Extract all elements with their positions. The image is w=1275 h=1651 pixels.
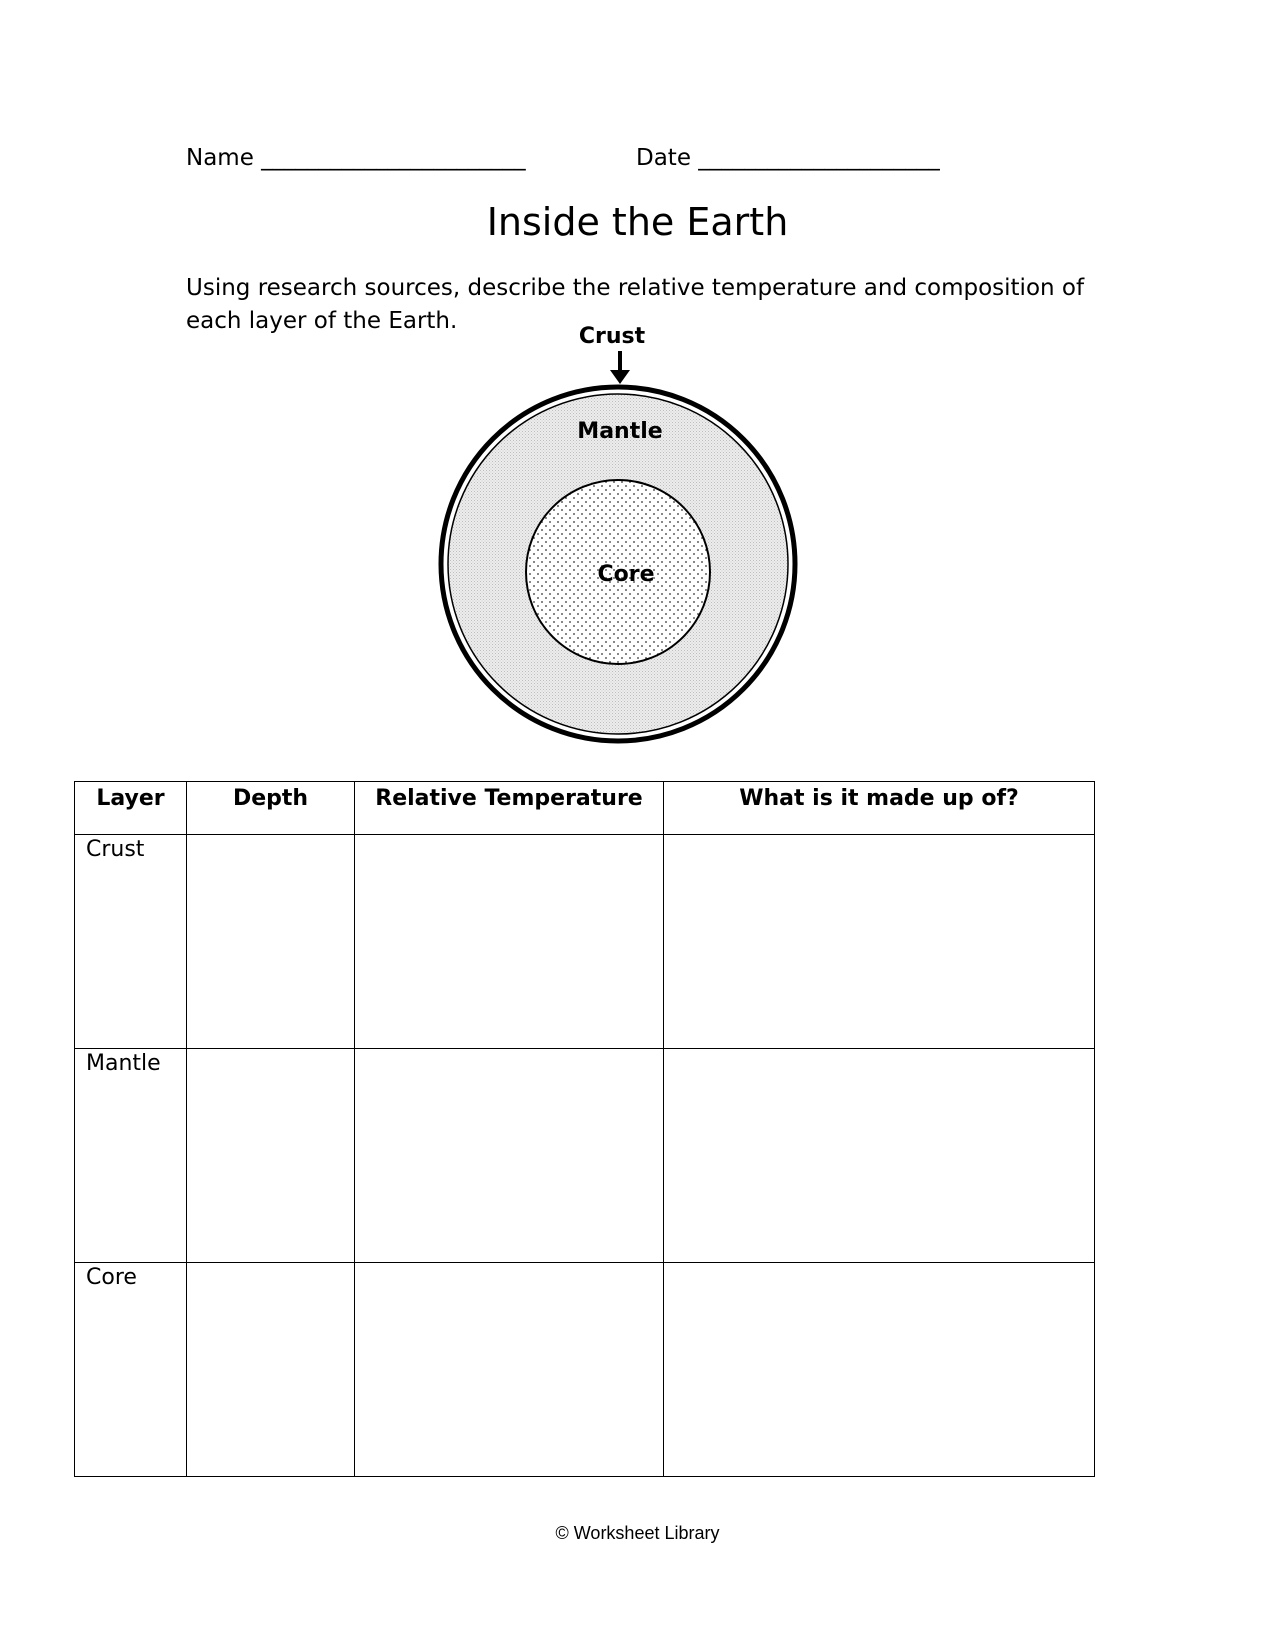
- temperature-answer-cell[interactable]: [355, 835, 664, 1049]
- temperature-answer-cell[interactable]: [355, 1049, 664, 1263]
- table-row: [75, 835, 1095, 1049]
- composition-answer-cell[interactable]: [664, 835, 1095, 1049]
- copyright-footer: © Worksheet Library: [555, 1523, 720, 1543]
- table-row: [75, 1263, 1095, 1477]
- row-layer-name: Core: [75, 1263, 187, 1477]
- header-relative-temperature: Relative Temperature: [355, 782, 664, 835]
- table-row: [75, 1049, 1095, 1263]
- crust-label-group: [579, 324, 646, 384]
- temperature-answer-cell[interactable]: [355, 1263, 664, 1477]
- instructions-text: Using research sources, describe the relative temperature and composition of each layer of the Earth.: [186, 275, 1085, 334]
- row-layer-name: Mantle: [75, 1049, 187, 1263]
- page-title: Inside the Earth: [486, 200, 789, 244]
- core-label: Core: [597, 562, 655, 587]
- header-layer: Layer: [75, 782, 187, 835]
- mantle-label: Mantle: [577, 419, 663, 444]
- row-layer-name: Crust: [75, 835, 187, 1049]
- composition-answer-cell[interactable]: [664, 1263, 1095, 1477]
- depth-answer-cell[interactable]: [187, 1263, 355, 1477]
- crust-label: Crust: [578, 324, 646, 349]
- table-header-row: [75, 782, 1095, 835]
- earth-layers-table: [74, 781, 1095, 1477]
- header-composition: What is it made up of?: [664, 782, 1095, 835]
- name-field-line[interactable]: Name _______________________: [186, 145, 526, 171]
- composition-answer-cell[interactable]: [664, 1049, 1095, 1263]
- date-field-line[interactable]: Date _____________________: [636, 145, 940, 171]
- crust-arrow-head: [610, 370, 630, 384]
- depth-answer-cell[interactable]: [187, 835, 355, 1049]
- header-depth: Depth: [187, 782, 355, 835]
- depth-answer-cell[interactable]: [187, 1049, 355, 1263]
- earth-layers-diagram: [420, 320, 820, 760]
